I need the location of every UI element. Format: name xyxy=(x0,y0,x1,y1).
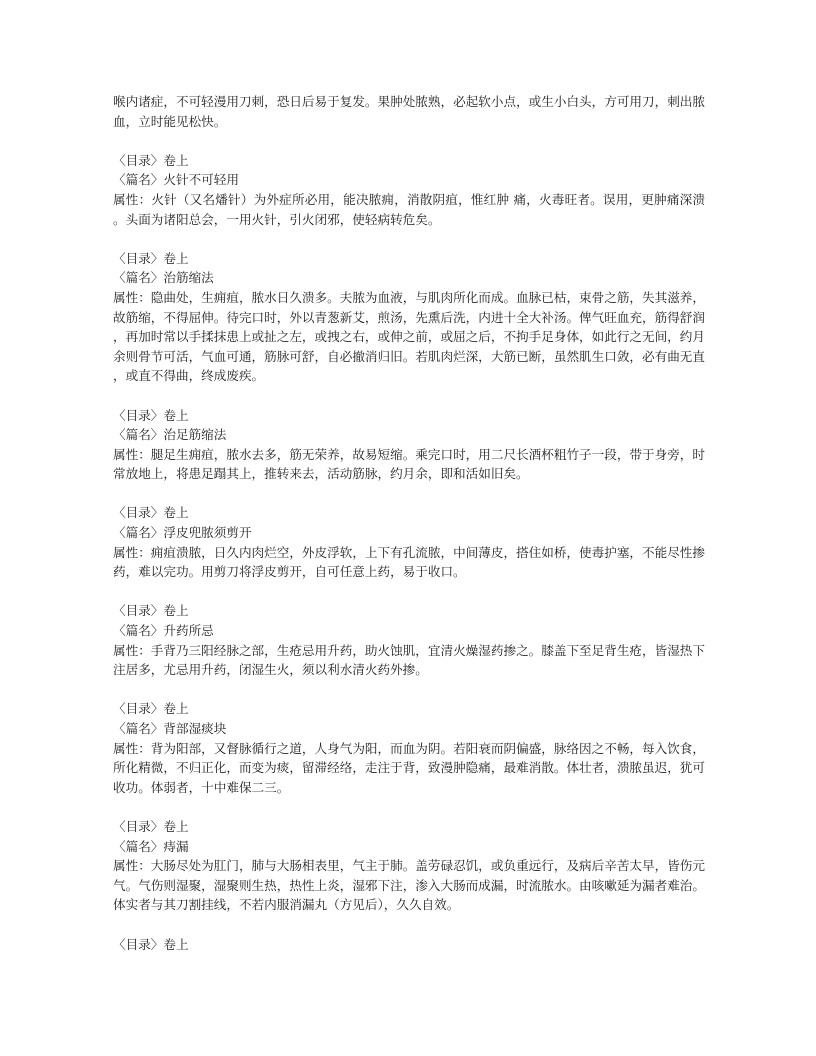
section-block-1 xyxy=(113,249,705,386)
section-catalog-6: 〈目录〉卷上 xyxy=(113,818,189,834)
section-title-0: 〈篇名〉火针不可轻用 xyxy=(113,172,239,188)
section-block-2 xyxy=(113,406,705,484)
section-attribute-0: 属性：火针（又名燔针）为外症所必用，能决脓痈，消散阴疽，惟红肿 痛，火毒旺者。误用，更肿痛深溃。头面为诸阳总会，一用火针，引火闭邪，使轻病转危矣。 xyxy=(113,191,705,227)
section-catalog-2: 〈目录〉卷上 xyxy=(113,407,189,423)
section-catalog-1: 〈目录〉卷上 xyxy=(113,250,189,266)
document-text-body xyxy=(113,92,705,954)
section-attribute-2: 属性：腿足生痈疽，脓水去多，筋无荣养，故易短缩。乘完口时，用二尺长酒杯粗竹子一段，带于身旁，时常放地上，将患足蹋其上，推转来去，活动筋脉，约月余，即和活如旧矣。 xyxy=(113,446,705,482)
section-block-5 xyxy=(113,699,705,797)
section-block-3 xyxy=(113,503,705,581)
trailing-catalog-block xyxy=(113,935,705,955)
intro-block xyxy=(113,92,705,131)
section-catalog-3: 〈目录〉卷上 xyxy=(113,505,189,521)
section-block-0 xyxy=(113,151,705,229)
section-title-4: 〈篇名〉升药所忌 xyxy=(113,623,214,639)
section-attribute-6: 属性：大肠尽处为肛门，肺与大肠相表里，气主于肺。盖劳碌忍饥，或负重远行，及病后辛苦太早，皆伤元气。气伤则湿聚，湿聚则生热，热性上炎，湿邪下注，渗入大肠而成漏，时流脓水。由咳嗽延为漏者难治。体实者与其刀割挂线，不若内服消漏丸（方见后），久久自效。 xyxy=(113,858,705,913)
section-title-5: 〈篇名〉背部湿痰块 xyxy=(113,721,227,736)
section-title-3: 〈篇名〉浮皮兜脓须剪开 xyxy=(113,525,252,541)
section-attribute-5: 属性：背为阳部，又督脉循行之道，人身气为阳，而血为阴。若阳衰而阴偏盛，脉络因之不畅，每入饮食，所化精微，不归正化，而变为痰，留滞经络，走注于背，致漫肿隐痛，最难消散。体壮者，溃脓虽迟，犹可收功。体弱者，十中难保二三。 xyxy=(113,740,705,795)
section-catalog-0: 〈目录〉卷上 xyxy=(113,152,189,168)
section-title-6: 〈篇名〉痔漏 xyxy=(113,838,189,854)
section-attribute-4: 属性：手背乃三阳经脉之部，生疮忌用升药，助火蚀肌，宜清火燥湿药掺之。膝盖下至足背生疮，皆湿热下注居多，尤忌用升药，闭湿生火，须以利水清火药外掺。 xyxy=(113,642,705,678)
section-title-2: 〈篇名〉治足筋缩法 xyxy=(113,427,227,443)
section-title-1: 〈篇名〉治筋缩法 xyxy=(113,270,214,286)
section-block-6 xyxy=(113,817,705,915)
trailing-catalog: 〈目录〉卷上 xyxy=(113,936,189,952)
section-attribute-3: 属性：痈疽溃脓，日久内肉烂空，外皮浮软，上下有孔流脓，中间薄皮，搭住如桥，使毒护塞，不能尽性掺药，难以完功。用剪刀将浮皮剪开，自可任意上药，易于收口。 xyxy=(113,544,705,580)
section-catalog-4: 〈目录〉卷上 xyxy=(113,603,189,619)
section-block-4 xyxy=(113,601,705,679)
section-attribute-1: 属性：隐曲处，生痈疽，脓水日久溃多。夫脓为血液，与肌肉所化而成。血脉已枯，束骨之筋，失其滋养，故筋缩，不得屈伸。待完口时，外以青葱新艾，煎汤，先熏后洗，内进十全大补汤。俾气旺血充，筋得舒润，再加时常以手揉抹患上或扯之左，或拽之右，或伸之前，或屈之后，不拘手足身体，如此行之无间，约月余则骨节可活，气血可通，筋脉可舒，自必撤消归旧。若肌肉烂深，大筋已断，虽然肌生口敛，必有曲无直，或直不得曲，终成废疾。 xyxy=(113,289,705,384)
section-catalog-5: 〈目录〉卷上 xyxy=(113,701,189,717)
intro-paragraph: 喉内诸症，不可轻漫用刀刺，恐日后易于复发。果肿处脓熟，必起软小点，或生小白头，方可用刀，刺出脓血，立时能见松快。 xyxy=(113,94,705,129)
